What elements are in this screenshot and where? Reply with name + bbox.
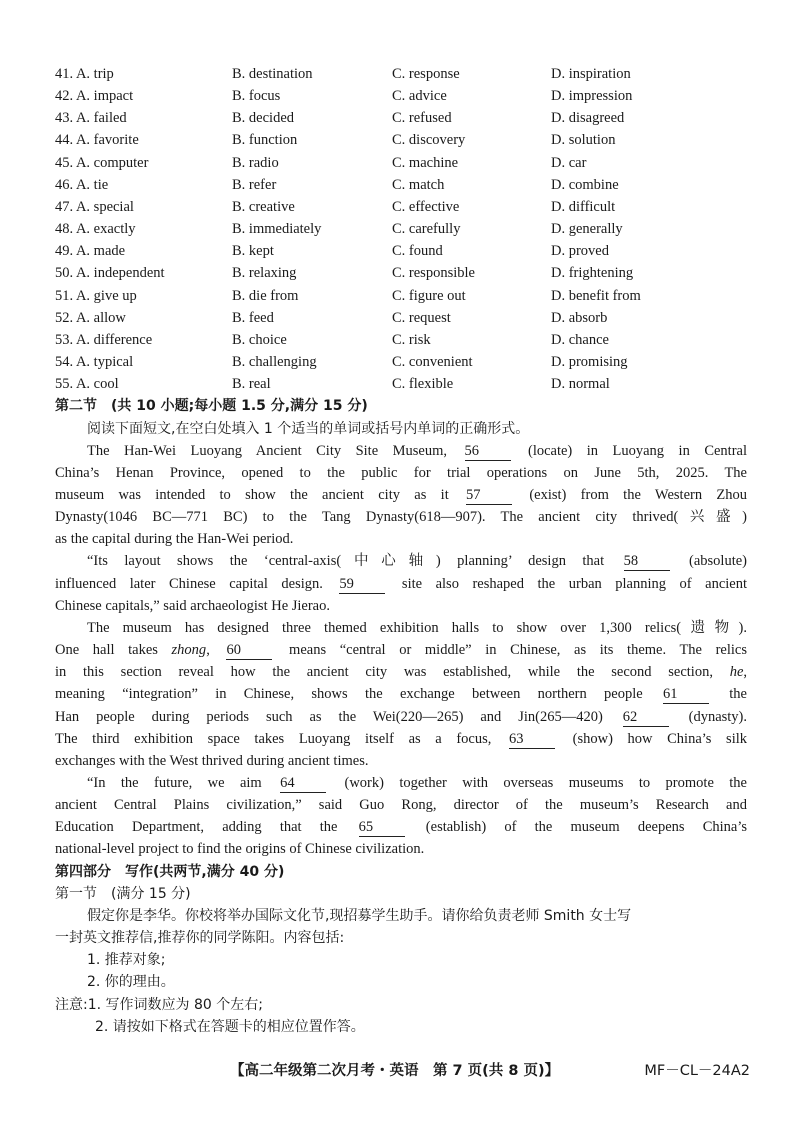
option-d: D. combine [551,176,619,193]
passage-text: (work) together with overseas museums to promote the [329,775,747,791]
option-d: D. inspiration [551,66,631,82]
footer-title: 【高二年级第二次月考・英语 第 7 页(共 8 页)】 [230,1062,560,1079]
passage-line [55,550,747,572]
passage-text: (show) how China’s silk [558,730,747,747]
option-row [55,85,747,107]
writing-prompt-line2: 一封英文推荐信,推荐你的同学陈阳。内容包括: [55,930,345,947]
passage-line [55,750,747,772]
option-c: C. convenient [392,354,473,371]
blank-65[interactable]: 65 [359,819,405,837]
option-b: B. real [232,376,271,393]
passage-text: as the capital during the Han-Wei period. [55,531,294,548]
option-a: 43. A. failed [55,110,127,127]
option-a: 52. A. allow [55,309,126,326]
option-row [55,307,747,329]
option-d: D. solution [551,132,616,149]
option-b: B. kept [232,243,274,260]
italic-term: zhong [171,642,207,659]
option-c: C. refused [392,110,452,127]
prompt-point: 1. 推荐对象; [87,952,166,969]
option-c: C. machine [392,154,459,171]
passage-line [55,706,747,728]
passage-text: , [743,664,747,681]
passage-line [55,816,747,838]
option-c: C. response [392,66,460,82]
passage-text: museum was intended to show the ancient city as it [55,486,464,503]
option-b: B. creative [232,198,295,215]
option-a: 47. A. special [55,198,134,215]
option-b: B. destination [232,66,313,82]
part4-heading: 第四部分 写作(共两节,满分 40 分) [55,863,285,880]
writing-note-1: 注意:1. 写作词数应为 80 个左右; [55,996,263,1013]
option-d: D. normal [551,376,610,393]
option-a: 42. A. impact [55,88,134,105]
passage [55,440,747,861]
option-b: B. relaxing [232,265,297,282]
passage-text: national-level project to find the origins of Chinese civilization. [55,841,425,858]
option-d: D. proved [551,243,609,260]
option-a: 41. A. trip [55,66,114,82]
option-c: C. flexible [392,376,454,393]
blank-63[interactable]: 63 [509,731,555,749]
passage-line [55,595,747,617]
option-b: B. immediately [232,221,322,238]
passage-text: The museum has designed three themed exhibition halls to show over 1,300 relics(遗物). [87,619,747,636]
exam-page [55,63,750,1082]
option-b: B. function [232,132,298,149]
option-b: B. feed [232,309,274,326]
passage-text: (exist) from the Western Zhou [515,486,747,503]
option-d: D. difficult [551,198,616,215]
option-a: 45. A. computer [55,154,149,171]
passage-line [55,794,747,816]
section1-heading: 第一节 (满分 15 分) [55,885,191,902]
option-b: B. radio [232,154,279,171]
option-d: D. car [551,154,587,171]
italic-term: he [729,664,744,681]
passage-text: Han people during periods such as the Wei(220—265) and Jin(265—420) [55,708,620,725]
passage-line [55,440,747,462]
passage-text: , [206,642,224,659]
passage-text: influenced later Chinese capital design. [55,575,337,592]
passage-text: China’s Henan Province, opened to the public for trial operations on June 5th, 2025. The [55,464,747,481]
passage-line [55,661,747,683]
option-b: B. focus [232,88,281,105]
option-c: C. found [392,243,443,260]
passage-text: meaning “integration” in Chinese, shows the exchange between northern people [55,686,660,703]
passage-text: (dynasty). [671,708,748,725]
passage-text: The third exhibition space takes Luoyang itself as a focus, [55,730,507,747]
passage-line [55,506,747,528]
option-row [55,262,747,284]
passage-text: means “central or middle” in Chinese, as its theme. The relics [275,642,748,659]
option-c: C. request [392,309,451,326]
passage-line [55,462,747,484]
option-c: C. responsible [392,265,475,282]
option-row [55,152,747,174]
passage-line [55,838,747,860]
passage-text: “In the future, we aim [87,775,278,791]
prompt-point: 2. 你的理由。 [87,974,175,991]
passage-text: in this section reveal how the ancient city was established, while the second section, [55,664,730,681]
option-c: C. discovery [392,132,466,149]
blank-57[interactable]: 57 [466,487,512,505]
option-a: 53. A. difference [55,331,153,348]
option-row [55,351,747,373]
section2-instruction: 阅读下面短文,在空白处填入 1 个适当的单词或括号内单词的正确形式。 [87,420,530,437]
passage-text: One hall takes [55,642,172,659]
section2-heading: 第二节 (共 10 小题;每小题 1.5 分,满分 15 分) [55,398,368,415]
option-c: C. risk [392,331,431,348]
option-d: D. disagreed [551,110,625,127]
option-a: 54. A. typical [55,354,134,371]
option-b: B. decided [232,110,295,127]
option-row [55,196,747,218]
option-d: D. generally [551,221,623,238]
passage-text: Dynasty(1046 BC—771 BC) to the Tang Dynasty(618—907). The ancient city thrived(兴盛) [55,509,747,526]
passage-line [55,639,747,661]
passage-text: the [711,686,747,703]
option-d: D. absorb [551,309,608,326]
option-row [55,329,747,351]
passage-text: “Its layout shows the ‘central-axis(中心轴) planning’ design that [87,553,621,570]
footer-code: MF－CL－24A2 [644,1062,750,1079]
passage-text: The Han-Wei Luoyang Ancient City Site Museum, [87,442,462,459]
option-b: B. die from [232,287,299,304]
option-row [55,107,747,129]
blank-58[interactable]: 58 [624,553,670,571]
passage-text: (locate) in Luoyang in Central [513,442,747,459]
passage-text: ancient Central Plains civilization,” said Guo Rong, director of the museum’s Research and [55,797,747,814]
passage-line [55,772,747,794]
writing-note-2: 2. 请按如下格式在答题卡的相应位置作答。 [95,1018,365,1035]
option-row [55,174,747,196]
option-row [55,373,747,395]
cloze-options [55,63,747,395]
blank-62[interactable]: 62 [623,709,669,727]
passage-text: site also reshaped the urban planning of ancient [388,575,748,592]
blank-56[interactable]: 56 [465,443,511,461]
option-d: D. impression [551,88,633,105]
writing-prompt-line1: 假定你是李华。你校将举办国际文化节,现招募学生助手。请你给负责老师 Smith 女士写 [87,907,632,924]
option-b: B. refer [232,176,277,193]
option-c: C. carefully [392,221,461,238]
option-row [55,240,747,262]
option-row [55,285,747,307]
passage-line [55,528,747,550]
option-b: B. challenging [232,354,317,371]
option-a: 50. A. independent [55,265,165,282]
option-d: D. benefit from [551,287,641,304]
passage-line [55,484,747,506]
blank-61[interactable]: 61 [663,686,709,704]
passage-line [55,573,747,595]
passage-line [55,683,747,705]
option-d: D. chance [551,331,609,348]
option-a: 51. A. give up [55,287,137,304]
passage-text: Education Department, adding that the [55,819,356,836]
option-a: 49. A. made [55,243,126,260]
option-c: C. effective [392,198,460,215]
option-a: 55. A. cool [55,376,119,393]
option-row [55,218,747,240]
option-d: D. promising [551,354,628,371]
passage-text: (absolute) [672,553,747,570]
blank-59[interactable]: 59 [339,576,385,594]
option-c: C. figure out [392,287,466,304]
option-row [55,63,747,85]
passage-line [55,617,747,639]
passage-text: exchanges with the West thrived during ancient times. [55,752,369,769]
passage-line [55,728,747,750]
page-footer [230,1060,750,1082]
blank-60[interactable]: 60 [226,642,272,660]
option-d: D. frightening [551,265,634,282]
option-a: 44. A. favorite [55,132,139,149]
passage-text: Chinese capitals,” said archaeologist He Jierao. [55,597,330,614]
option-a: 48. A. exactly [55,221,136,238]
option-a: 46. A. tie [55,176,109,193]
option-c: C. advice [392,88,447,105]
option-b: B. choice [232,331,287,348]
blank-64[interactable]: 64 [280,775,326,793]
option-c: C. match [392,176,445,193]
option-row [55,129,747,151]
passage-text: (establish) of the museum deepens China’s [407,819,747,836]
